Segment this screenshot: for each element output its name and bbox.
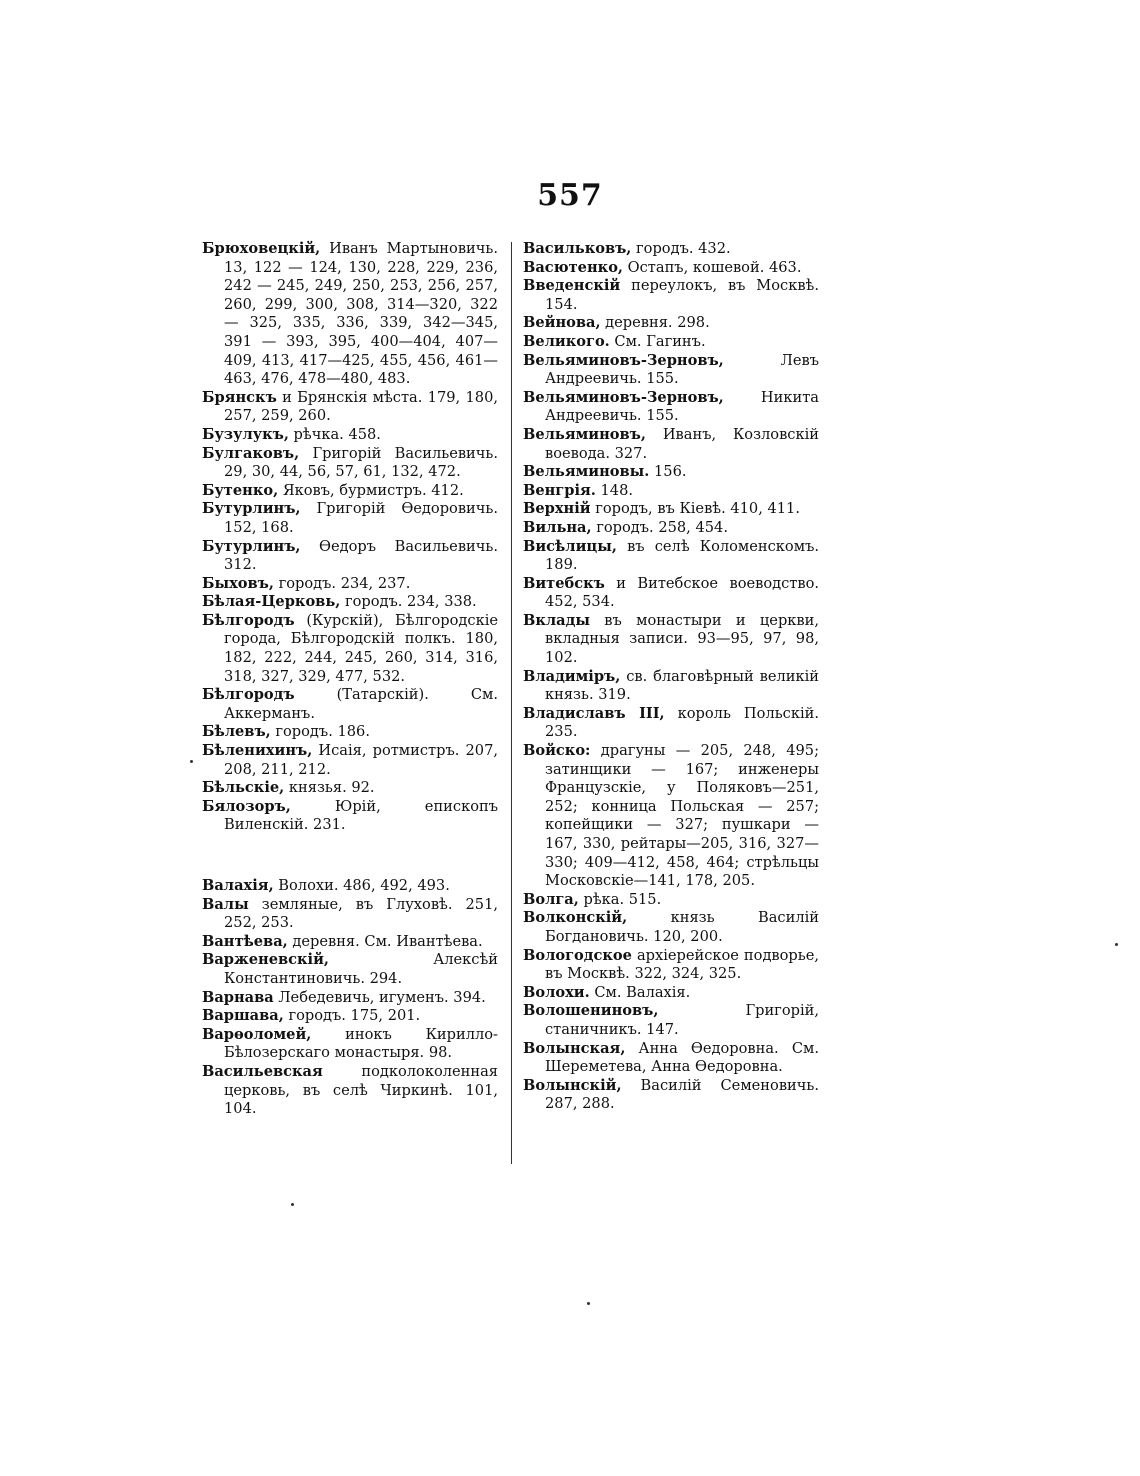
entry-headword: Венгрія. <box>523 481 596 499</box>
entry-headword: Волга, <box>523 890 579 908</box>
entry-text: Исаія, ротмистръ. 207, 208, 211, 212. <box>224 742 498 778</box>
entry-headword: Волохи. <box>523 983 590 1001</box>
entry-text: Иванъ Мартыновичь. 13, 122 — 124, 130, 228, 229, 236, 242 — 245, 249, 250, 253, 256, 257, 260, 299, 300, 308, 314—320, 322 — 325, 335, 336, 339, 342—345, 391 — 393, 395, 400—404, 407—409, 413, 417—425, 455, 456, 461—463, 476, 478—480, 483. <box>224 240 498 388</box>
index-entry <box>523 500 819 519</box>
entry-text: деревня. 298. <box>600 314 710 332</box>
entry-text: городъ. 258, 454. <box>591 518 728 536</box>
entry-text: Остапъ, кошевой. 463. <box>623 258 802 276</box>
index-entry <box>202 686 498 723</box>
entry-headword: Валы <box>202 895 249 913</box>
entry-text: городъ. 234, 237. <box>273 574 411 592</box>
index-entry <box>202 593 498 612</box>
entry-text: Григорій Өедоровичь. 152, 168. <box>224 500 498 536</box>
entry-text: городъ, въ Кіевѣ. 410, 411. <box>590 500 800 518</box>
entry-headword: Васильковъ, <box>523 240 632 257</box>
entry-headword: Бутурлинъ, <box>202 500 301 518</box>
entry-headword: Брянскъ <box>202 388 277 406</box>
print-speck <box>1115 943 1118 946</box>
entry-headword: Волынскій, <box>523 1076 622 1094</box>
print-speck <box>190 760 193 763</box>
entry-headword: Вейнова, <box>523 314 601 332</box>
index-entry <box>523 909 819 946</box>
entry-headword: Введенскій <box>523 277 621 295</box>
entry-text: князья. 92. <box>284 779 375 797</box>
index-entry <box>202 742 498 779</box>
entry-text: подколоколенная церковь, въ селѣ Чиркинѣ. 101, 104. <box>224 1062 498 1118</box>
entry-headword: Вантѣева, <box>202 932 288 950</box>
entry-headword: Бѣлая-Церковь, <box>202 593 341 611</box>
index-entry <box>523 389 819 426</box>
index-entry <box>523 277 819 314</box>
column-divider <box>511 242 512 1164</box>
index-entry <box>523 314 819 333</box>
index-entry <box>202 896 498 933</box>
entry-headword: Бялозоръ, <box>202 797 291 815</box>
entry-headword: Бѣльскіе, <box>202 779 285 797</box>
entry-headword: Волконскій, <box>523 909 628 927</box>
entry-text: См. Гагинъ. <box>609 332 706 350</box>
entry-headword: Бѣленихинъ, <box>202 742 313 760</box>
entry-headword: Валахія, <box>202 877 274 894</box>
entry-headword: Бутенко, <box>202 481 279 499</box>
entry-headword: Владиміръ, <box>523 667 621 685</box>
entry-headword: Вельяминовъ-Зерновъ, <box>523 388 724 406</box>
entry-headword: Вклады <box>523 611 590 629</box>
entry-text: Никита Андреевичь. 155. <box>545 388 819 425</box>
index-entry <box>202 500 498 537</box>
index-entry <box>202 612 498 686</box>
entry-text: и Брянскія мѣста. 179, 180, 257, 259, 260. <box>224 388 498 425</box>
entry-headword: Волынская, <box>523 1039 626 1057</box>
index-entry <box>523 1077 819 1114</box>
entry-text: Анна Өедоровна. См. Шереметева, Анна Өедоровна. <box>545 1039 819 1076</box>
entry-headword: Вологодское <box>523 946 632 964</box>
entry-text: князь Василій Богдановичь. 120, 200. <box>545 909 819 945</box>
index-entry <box>202 779 498 798</box>
index-entry <box>202 1063 498 1119</box>
entry-text: городъ. 186. <box>270 723 370 741</box>
index-entry <box>523 705 819 742</box>
entry-headword: Бѣлгородъ <box>202 611 295 629</box>
entry-headword: Висѣлицы, <box>523 537 617 555</box>
entry-text: городъ. 432. <box>631 240 731 257</box>
index-entry <box>202 538 498 575</box>
entry-text: Өедоръ Васильевичь. 312. <box>224 537 498 574</box>
index-entry <box>202 575 498 594</box>
index-entry <box>523 519 819 538</box>
index-entry <box>523 612 819 668</box>
entry-headword: Васютенко, <box>523 258 624 276</box>
entry-text: деревня. См. Ивантѣева. <box>287 932 483 950</box>
index-entry <box>523 259 819 278</box>
entry-text: Лебедевичь, игуменъ. 394. <box>273 988 486 1006</box>
entry-text: земляные, въ Глуховѣ. 251, 252, 253. <box>224 895 498 932</box>
entry-headword: Владиславъ III, <box>523 704 665 722</box>
entry-headword: Великого. <box>523 332 610 350</box>
entry-headword: Бузулукъ, <box>202 425 289 443</box>
index-entry <box>523 947 819 984</box>
entry-headword: Войско: <box>523 742 591 760</box>
print-speck <box>291 1203 294 1206</box>
section-gap <box>202 835 498 877</box>
entry-text: 148. <box>595 481 633 499</box>
entry-headword: Булгаковъ, <box>202 444 300 462</box>
index-entry <box>523 891 819 910</box>
index-entry <box>202 951 498 988</box>
index-entry <box>202 389 498 426</box>
entry-text: Григорій Васильевичь. 29, 30, 44, 56, 57, 61, 132, 472. <box>224 444 498 481</box>
index-entry <box>202 240 498 389</box>
entry-headword: Вельяминовъ-Зерновъ, <box>523 351 724 369</box>
index-entry <box>523 1040 819 1077</box>
entry-headword: Бѣлевъ, <box>202 723 271 741</box>
entry-text: Алексѣй Константиновичь. 294. <box>224 951 498 987</box>
entry-headword: Волошениновъ, <box>523 1002 659 1020</box>
entry-text: король Польскій. 235. <box>545 704 819 741</box>
entry-text: въ монастыри и церкви, вкладныя записи. 93—95, 97, 98, 102. <box>545 611 819 667</box>
entry-text: архіерейское подворье, въ Москвѣ. 322, 324, 325. <box>545 946 819 983</box>
entry-headword: Бутурлинъ, <box>202 537 301 555</box>
index-entry <box>523 352 819 389</box>
index-entry <box>202 445 498 482</box>
entry-text: Волохи. 486, 492, 493. <box>273 877 450 894</box>
entry-text: инокъ Кирилло-Бѣлозерскаго монастыря. 98. <box>224 1025 498 1062</box>
entry-text: св. благовѣрный великій князь. 319. <box>545 667 819 704</box>
entry-text: городъ. 234, 338. <box>340 593 477 611</box>
entry-text: 156. <box>649 463 687 481</box>
index-entry <box>523 240 819 259</box>
entry-text: городъ. 175, 201. <box>283 1007 421 1025</box>
entry-text: Юрій, епископъ Виленскій. 231. <box>224 797 498 834</box>
entry-text: въ селѣ Коломенскомъ. 189. <box>545 537 819 574</box>
entry-text: См. Валахія. <box>589 983 691 1001</box>
index-entry <box>202 989 498 1008</box>
entry-headword: Верхній <box>523 500 591 518</box>
index-entry <box>202 798 498 835</box>
entry-text: рѣчка. 458. <box>288 425 381 443</box>
index-entry <box>523 333 819 352</box>
index-entry <box>202 1007 498 1026</box>
entry-text: (Татарскій). См. Аккерманъ. <box>224 686 498 722</box>
entry-text: (Курскій), Бѣлгородскіе города, Бѣлгородскій полкъ. 180, 182, 222, 244, 245, 260, 314, 316, 318, 327, 329, 477, 532. <box>224 611 498 685</box>
entry-text: Григорій, станичникъ. 147. <box>545 1002 819 1038</box>
index-entry <box>523 668 819 705</box>
entry-headword: Вильна, <box>523 518 592 536</box>
index-entry <box>202 933 498 952</box>
entry-text: рѣка. 515. <box>578 890 662 908</box>
index-entry <box>202 877 498 896</box>
entry-text: Иванъ, Козловскій воевода. 327. <box>545 425 819 462</box>
index-entry <box>523 463 819 482</box>
entry-headword: Варшава, <box>202 1007 284 1025</box>
entry-headword: Брюховецкій, <box>202 240 321 257</box>
entry-headword: Витебскъ <box>523 574 605 592</box>
entry-headword: Варженевскій, <box>202 951 329 969</box>
entry-text: и Витебское воеводство. 452, 534. <box>545 574 819 611</box>
print-speck <box>587 1302 590 1305</box>
entry-text: Левъ Андреевичь. 155. <box>545 351 819 388</box>
index-column-left <box>202 240 498 1119</box>
entry-headword: Вельяминовы. <box>523 463 650 481</box>
index-entry <box>523 575 819 612</box>
entry-headword: Васильевская <box>202 1062 323 1080</box>
index-entry <box>202 426 498 445</box>
entry-text: драгуны — 205, 248, 495; затинщики — 167; инженеры Французскіе, у Поляковъ—251, 252; конница Польская — 257; копейщики — 327; пушкари — 167, 330, рейтары—205, 316, 327—330; 409—412, 458, 464; стрѣльцы Московскіе—141, 178, 205. <box>545 742 819 890</box>
index-entry <box>523 1002 819 1039</box>
index-entry <box>202 1026 498 1063</box>
entry-headword: Бѣлгородъ <box>202 686 295 704</box>
page-number: 557 <box>537 178 603 213</box>
index-entry <box>202 723 498 742</box>
index-entry <box>202 482 498 501</box>
entry-headword: Варнава <box>202 988 274 1006</box>
index-entry <box>523 742 819 891</box>
entry-text: Яковъ, бурмистръ. 412. <box>278 481 464 499</box>
entry-headword: Варөоломей, <box>202 1025 312 1043</box>
entry-headword: Быховъ, <box>202 574 274 592</box>
index-entry <box>523 482 819 501</box>
entry-headword: Вельяминовъ, <box>523 425 646 443</box>
index-column-right <box>523 240 819 1114</box>
index-entry <box>523 984 819 1003</box>
index-entry <box>523 538 819 575</box>
entry-text: Василій Семеновичь. 287, 288. <box>545 1076 819 1113</box>
index-entry <box>523 426 819 463</box>
entry-text: переулокъ, въ Москвѣ. 154. <box>545 277 819 313</box>
